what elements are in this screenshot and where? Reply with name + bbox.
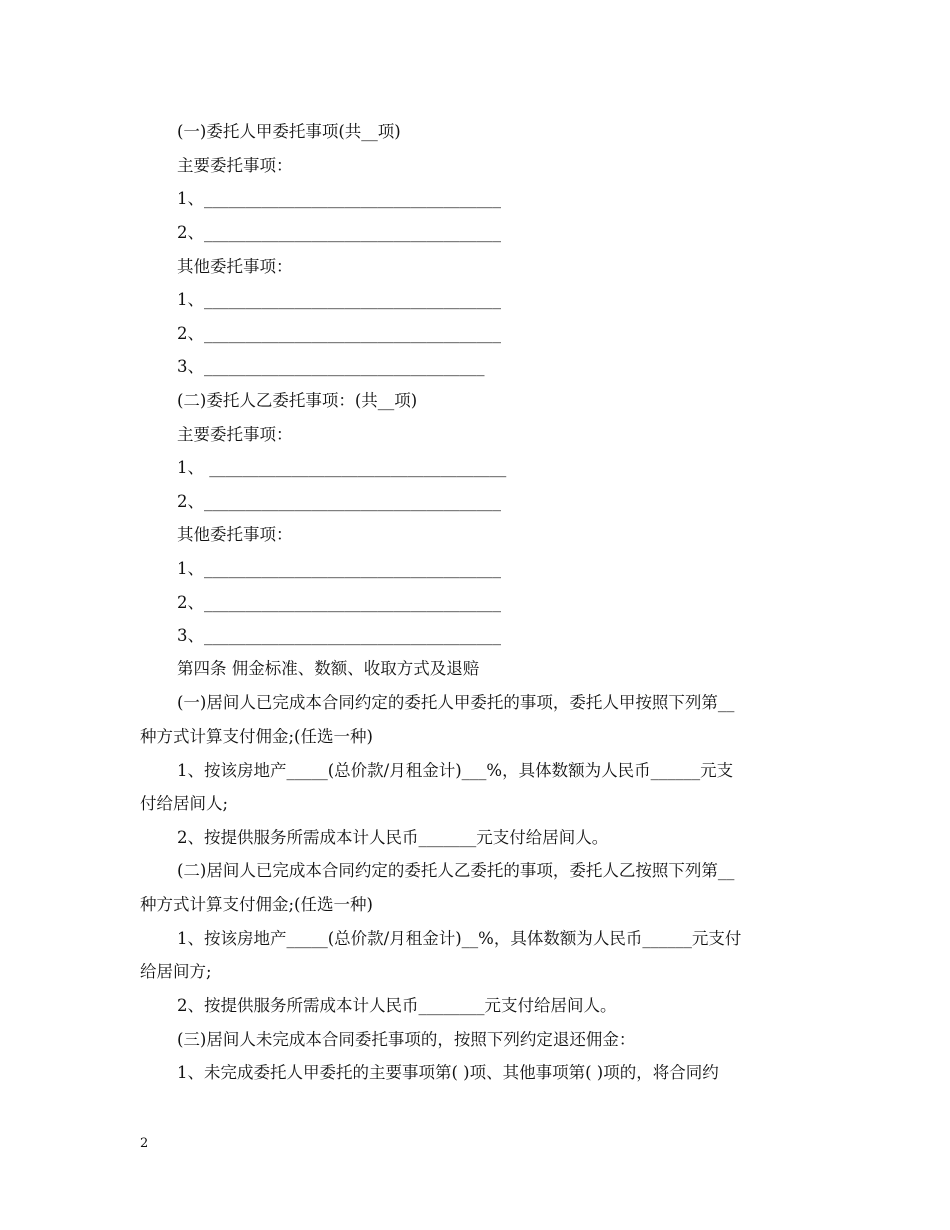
text-line: 2、____________________________________ <box>177 223 501 242</box>
text-line: 1、未完成委托人甲委托的主要事项第( )项、其他事项第( )项的，将合同约 <box>177 1063 719 1082</box>
text-line: 1、 ____________________________________ <box>177 458 507 477</box>
text-line: 种方式计算支付佣金;(任选一种) <box>140 895 373 914</box>
text-line: (三)居间人未完成本合同委托事项的，按照下列约定退还佣金： <box>177 1030 636 1049</box>
text-line: (二)居间人已完成本合同约定的委托人乙委托的事项，委托人乙按照下列第__ <box>177 861 735 880</box>
text-line: (一)委托人甲委托事项(共__项) <box>177 122 401 141</box>
text-line: 其他委托事项： <box>177 257 293 276</box>
text-line: 3、__________________________________ <box>177 357 485 376</box>
text-line: 1、____________________________________ <box>177 189 501 208</box>
text-line: 2、按提供服务所需成本计人民币________元支付给居间人。 <box>177 996 617 1015</box>
text-line: 其他委托事项： <box>177 525 293 544</box>
text-line: 2、____________________________________ <box>177 593 501 612</box>
text-line: 给居间方; <box>140 962 212 981</box>
text-line: 种方式计算支付佣金;(任选一种) <box>140 727 373 746</box>
text-line: 2、____________________________________ <box>177 492 501 511</box>
text-line: 主要委托事项： <box>177 425 293 444</box>
text-line: (二)委托人乙委托事项：(共__项) <box>177 391 418 410</box>
text-line: 1、按该房地产_____(总价款/月租金计)__%，具体数额为人民币______元支付 <box>177 929 742 948</box>
text-line: 1、按该房地产_____(总价款/月租金计)___%，具体数额为人民币______元支 <box>177 761 734 780</box>
text-line: 2、____________________________________ <box>177 324 501 343</box>
page-number: 2 <box>140 1136 149 1151</box>
text-line: 付给居间人; <box>140 794 229 813</box>
text-line: 2、按提供服务所需成本计人民币_______元支付给居间人。 <box>177 828 609 847</box>
text-line: 主要委托事项： <box>177 156 293 175</box>
text-line: 1、____________________________________ <box>177 290 501 309</box>
text-line: (一)居间人已完成本合同约定的委托人甲委托的事项，委托人甲按照下列第__ <box>177 693 735 712</box>
text-line: 3、____________________________________ <box>177 626 501 645</box>
text-line: 1、____________________________________ <box>177 559 501 578</box>
section-heading: 第四条 佣金标准、数额、收取方式及退赔 <box>177 659 480 678</box>
